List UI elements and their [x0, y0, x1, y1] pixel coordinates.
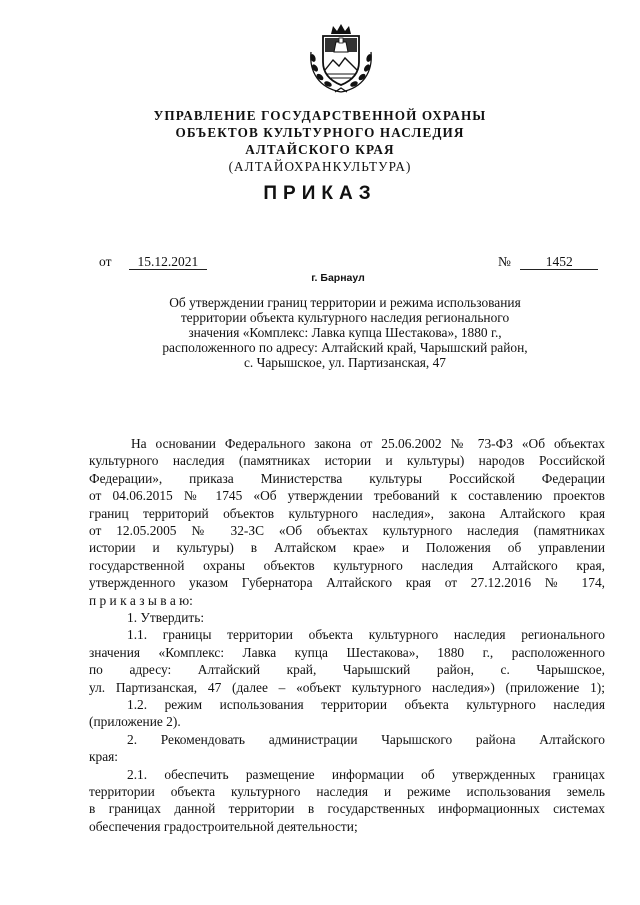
body-line: государственной охраны объектов культурного наследия Алтайского края,	[89, 557, 605, 573]
body-line: истории и культуры) в Алтайском крае» и Положения об управлении	[89, 540, 605, 556]
body-line: (приложение 2).	[89, 714, 181, 730]
number-prefix: №	[498, 254, 511, 269]
org-name-line-2: ОБЪЕКТОВ КУЛЬТУРНОГО НАСЛЕДИЯ	[175, 125, 465, 140]
order-subject	[110, 295, 580, 370]
org-name-line-1: УПРАВЛЕНИЕ ГОСУДАРСТВЕННОЙ ОХРАНЫ	[153, 108, 487, 123]
number-field	[498, 254, 598, 270]
body-line: 1.2. режим использования территории объекта культурного наследия	[127, 697, 605, 712]
body-line: по адресу: Алтайский край, Чарышский район, с. Чарышское,	[89, 662, 605, 678]
body-line: обеспечения градостроительной деятельности;	[89, 818, 358, 834]
date-value: 15.12.2021	[129, 255, 207, 270]
body-line: от 12.05.2005 № 32-ЗС «Об объектах культурного наследия (памятниках	[89, 523, 605, 538]
body-line: 2. Рекомендовать администрации Чарышского района Алтайского	[127, 731, 605, 747]
body-line: значения «Комплекс: Лавка купца Шестакова», 1880 г., расположенного	[89, 644, 605, 660]
body-line: 2.1. обеспечить размещение информации об утвержденных границах	[127, 766, 605, 782]
body-line: границ территорий объектов культурного наследия», закона Алтайского края	[89, 505, 605, 521]
body-line: ул. Партизанская, 47 (далее – «объект культурного наследия») (приложение 1);	[89, 679, 605, 695]
body-line: края:	[89, 749, 119, 765]
body-line: На основании Федерального закона от 25.06.2002 № 73-ФЗ «Об объектах	[131, 436, 605, 451]
document-type-title: ПРИКАЗ	[263, 183, 377, 204]
subject-line: расположенного по адресу: Алтайский край, Чарышский район,	[162, 340, 528, 355]
subject-line: с. Чарышское, ул. Партизанская, 47	[243, 355, 447, 370]
body-line: территории объекта культурного наследия и режиме использования земель	[89, 784, 605, 799]
number-value: 1452	[520, 255, 598, 270]
body-line: Федерации», приказа Министерства культуры Российской Федерации	[89, 470, 605, 486]
date-field	[99, 254, 207, 270]
org-abbreviation: (АЛТАЙОХРАНКУЛЬТУРА)	[228, 159, 412, 174]
date-prefix: от	[99, 254, 112, 269]
org-name-line-3: АЛТАЙСКОГО КРАЯ	[245, 142, 395, 157]
city-label: г. Барнаул	[311, 272, 365, 284]
altai-krai-coat-of-arms-icon	[301, 18, 381, 98]
body-line: от 04.06.2015 № 1745 «Об утверждении требований к составлению проектов	[89, 488, 605, 504]
body-line: 1. Утвердить:	[127, 610, 205, 625]
body-line: в границах данной территории в государственных информационных системах	[89, 801, 605, 817]
body-line: культурного наследия (памятниках истории и культуры) народов Российской	[89, 453, 605, 469]
subject-line: Об утверждении границ территории и режима использования	[169, 295, 521, 310]
subject-line: территории объекта культурного наследия регионального	[180, 310, 510, 325]
body-line: 1.1. границы территории объекта культурного наследия регионального	[127, 627, 605, 643]
body-line: п р и к а з ы в а ю:	[89, 592, 193, 608]
body-line: утвержденного указом Губернатора Алтайского края от 27.12.2016 № 174,	[89, 575, 605, 591]
subject-line: значения «Комплекс: Лавка купца Шестакова», 1880 г.,	[188, 325, 502, 340]
